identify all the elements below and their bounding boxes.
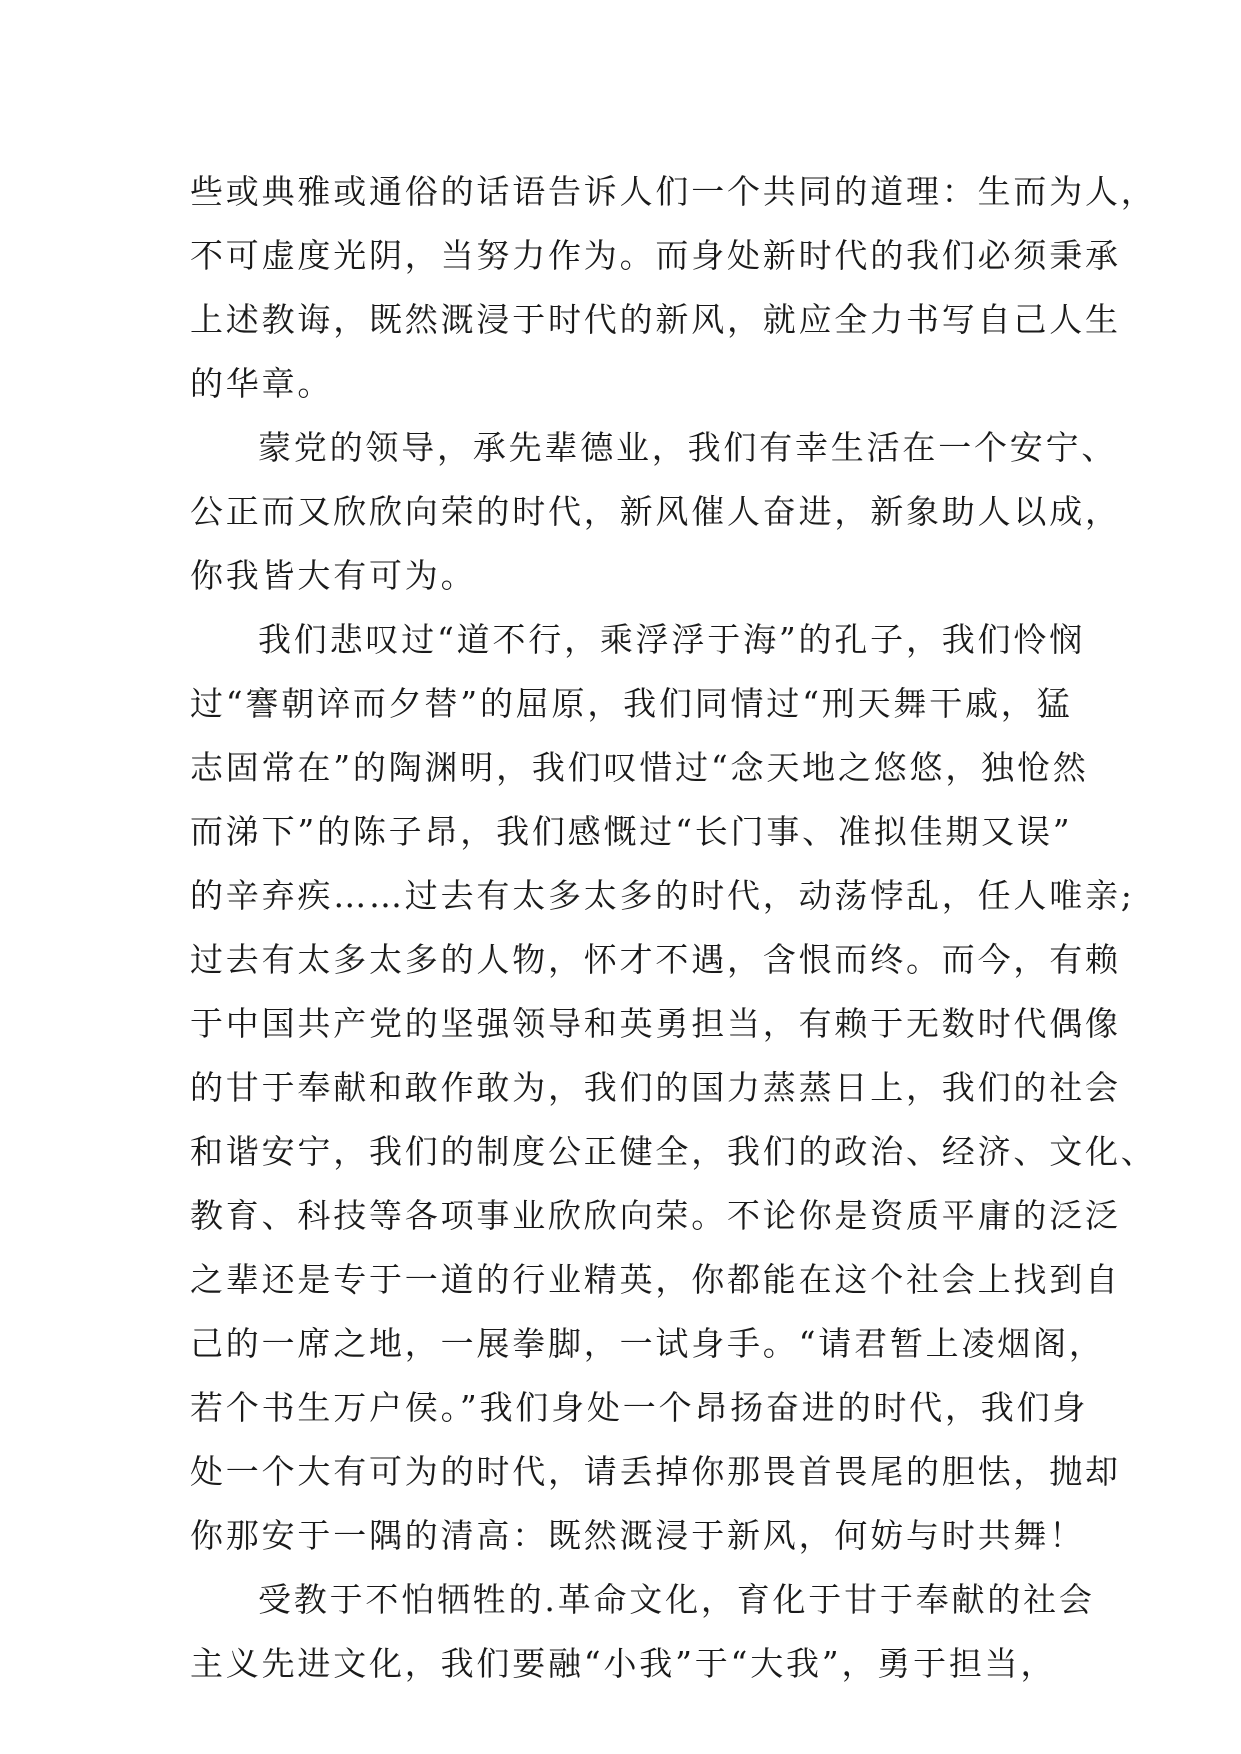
text-line: 和谐安宁，我们的制度公正健全，我们的政治、经济、文化、 bbox=[190, 1132, 1157, 1171]
text-line: 处一个大有可为的时代，请丢掉你那畏首畏尾的胆怯，抛却 bbox=[190, 1452, 1121, 1491]
text-line: 你我皆大有可为。 bbox=[190, 556, 477, 595]
text-line: 不可虚度光阴，当努力作为。而身处新时代的我们必须秉承 bbox=[190, 236, 1121, 275]
paragraph-first-line: 我们悲叹过“道不行，乘浮浮于海”的孔子，我们怜悯 bbox=[258, 620, 1085, 659]
essay-text bbox=[190, 160, 1157, 1696]
text-line: 的华章。 bbox=[190, 364, 334, 403]
text-line: 过“謇朝谇而夕替”的屈原，我们同情过“刑天舞干戚，猛 bbox=[190, 684, 1073, 723]
text-line: 而涕下”的陈子昂，我们感慨过“长门事、准拟佳期又误” bbox=[190, 812, 1073, 851]
text-line: 些或典雅或通俗的话语告诉人们一个共同的道理：生而为人， bbox=[190, 172, 1157, 211]
text-line: 己的一席之地，一展拳脚，一试身手。“请君暂上凌烟阁， bbox=[190, 1324, 1105, 1363]
text-line: 的甘于奉献和敢作敢为，我们的国力蒸蒸日上，我们的社会 bbox=[190, 1068, 1121, 1107]
text-line: 公正而又欣欣向荣的时代，新风催人奋进，新象助人以成， bbox=[190, 492, 1121, 531]
paragraph-first-line: 蒙党的领导，承先辈德业，我们有幸生活在一个安宁、 bbox=[258, 428, 1118, 467]
paragraph-first-line: 受教于不怕牺牲的.革命文化，育化于甘于奉献的社会 bbox=[258, 1580, 1095, 1619]
text-line: 教育、科技等各项事业欣欣向荣。不论你是资质平庸的泛泛 bbox=[190, 1196, 1121, 1235]
text-line: 上述教诲，既然溉浸于时代的新风，就应全力书写自己人生 bbox=[190, 300, 1121, 339]
text-line: 若个书生万户侯。”我们身处一个昂扬奋进的时代，我们身 bbox=[190, 1388, 1089, 1427]
text-line: 你那安于一隅的清高：既然溉浸于新风，何妨与时共舞！ bbox=[190, 1516, 1085, 1555]
text-line: 的辛弃疾……过去有太多太多的时代，动荡悖乱，任人唯亲; bbox=[190, 876, 1135, 915]
text-line: 过去有太多太多的人物，怀才不遇，含恨而终。而今，有赖 bbox=[190, 940, 1121, 979]
text-line: 之辈还是专于一道的行业精英，你都能在这个社会上找到自 bbox=[190, 1260, 1121, 1299]
text-line: 志固常在”的陶渊明，我们叹惜过“念天地之悠悠，独怆然 bbox=[190, 748, 1089, 787]
text-line: 主义先进文化，我们要融“小我”于“大我”，勇于担当， bbox=[190, 1644, 1057, 1683]
text-line: 于中国共产党的坚强领导和英勇担当，有赖于无数时代偶像 bbox=[190, 1004, 1121, 1043]
